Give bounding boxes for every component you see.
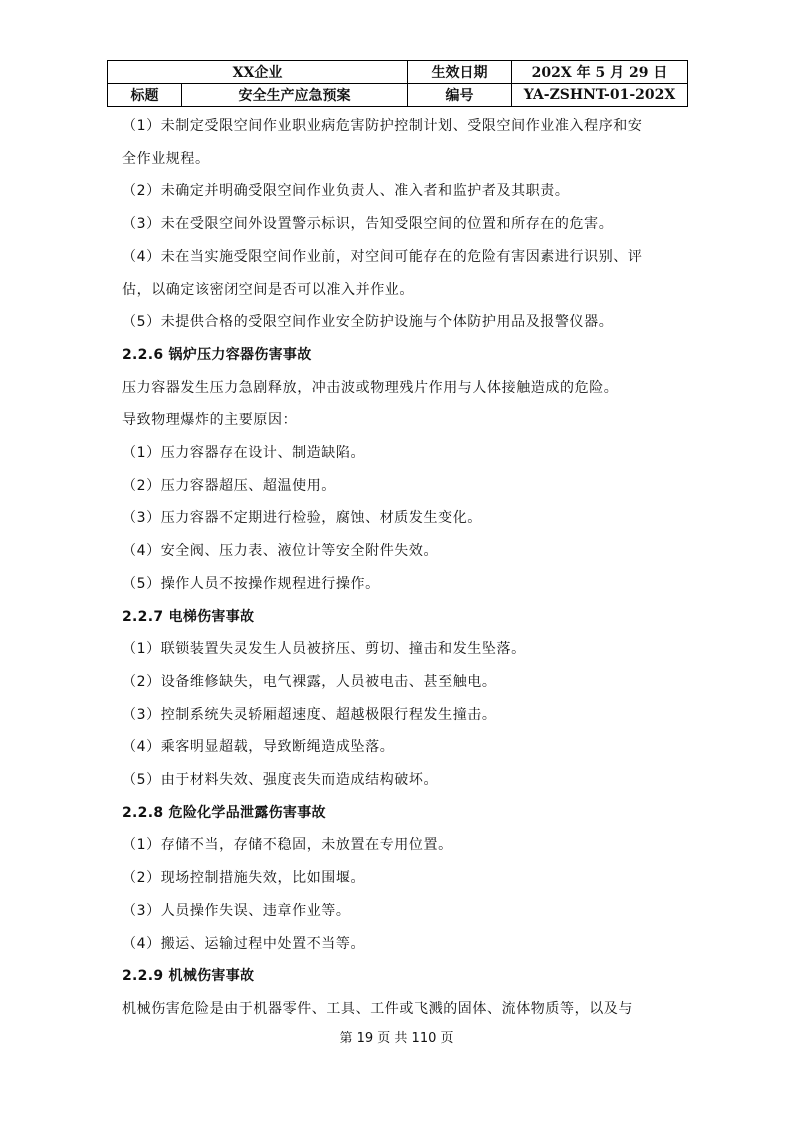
body-paragraph: （3）控制系统失灵轿厢超速度、超越极限行程发生撞击。 <box>122 706 497 723</box>
body-paragraph: （1）联锁装置失灵发生人员被挤压、剪切、撞击和发生坠落。 <box>122 641 526 658</box>
body-paragraph: （3）未在受限空间外设置警示标识，告知受限空间的位置和所存在的危害。 <box>122 216 614 233</box>
body-paragraph: 机械伤害危险是由于机器零件、工具、工件或飞溅的固体、流体物质等，以及与 <box>122 1000 633 1017</box>
body-paragraph: 估，以确定该密闭空间是否可以准入并作业。 <box>122 281 414 298</box>
title-label: 标题 <box>108 84 182 107</box>
body-paragraph: （4）乘客明显超载，导致断绳造成坠落。 <box>122 739 395 756</box>
document-body <box>122 110 690 1026</box>
body-paragraph: （4）搬运、运输过程中处置不当等。 <box>122 935 366 952</box>
company-name: XX企业 <box>108 61 408 84</box>
number-value: YA-ZSHNT-01-202X <box>512 84 688 107</box>
body-paragraph: 全作业规程。 <box>122 150 210 167</box>
body-paragraph: （2）压力容器超压、超温使用。 <box>122 477 336 494</box>
body-paragraph: （4）安全阀、压力表、液位计等安全附件失效。 <box>122 543 439 560</box>
section-heading: 2.2.8 危险化学品泄露伤害事故 <box>122 804 326 821</box>
title-value: 安全生产应急预案 <box>182 84 408 107</box>
body-paragraph: （1）压力容器存在设计、制造缺陷。 <box>122 445 366 462</box>
body-paragraph: （1）存储不当，存储不稳固，未放置在专用位置。 <box>122 837 453 854</box>
section-heading: 2.2.7 电梯伤害事故 <box>122 608 255 625</box>
effective-date-value: 202X 年 5 月 29 日 <box>512 61 688 84</box>
body-paragraph: （2）现场控制措施失效，比如围堰。 <box>122 870 366 887</box>
body-paragraph: （3）人员操作失误、违章作业等。 <box>122 902 351 919</box>
body-paragraph: （4）未在当实施受限空间作业前，对空间可能存在的危险有害因素进行识别、评 <box>122 248 643 265</box>
body-paragraph: （3）压力容器不定期进行检验，腐蚀、材质发生变化。 <box>122 510 482 527</box>
header-row-2 <box>108 84 688 107</box>
document-header-table <box>107 60 688 107</box>
body-paragraph: （5）操作人员不按操作规程进行操作。 <box>122 575 380 592</box>
body-paragraph: （5）未提供合格的受限空间作业安全防护设施与个体防护用品及报警仪器。 <box>122 314 614 331</box>
page-number: 第 19 页 共 110 页 <box>339 1031 454 1046</box>
body-paragraph: （5）由于材料失效、强度丧失而造成结构破坏。 <box>122 772 439 789</box>
body-paragraph: 压力容器发生压力急剧释放，冲击波或物理残片作用与人体接触造成的危险。 <box>122 379 619 396</box>
header-row-1 <box>108 61 688 84</box>
body-paragraph: 导致物理爆炸的主要原因： <box>122 412 298 429</box>
section-heading: 2.2.9 机械伤害事故 <box>122 968 255 985</box>
number-label: 编号 <box>408 84 512 107</box>
body-paragraph: （2）设备维修缺失，电气裸露，人员被电击、甚至触电。 <box>122 673 497 690</box>
effective-date-label: 生效日期 <box>408 61 512 84</box>
section-heading: 2.2.6 锅炉压力容器伤害事故 <box>122 346 312 363</box>
body-paragraph: （2）未确定并明确受限空间作业负责人、准入者和监护者及其职责。 <box>122 183 570 200</box>
body-paragraph: （1）未制定受限空间作业职业病危害防护控制计划、受限空间作业准入程序和安 <box>122 118 643 134</box>
